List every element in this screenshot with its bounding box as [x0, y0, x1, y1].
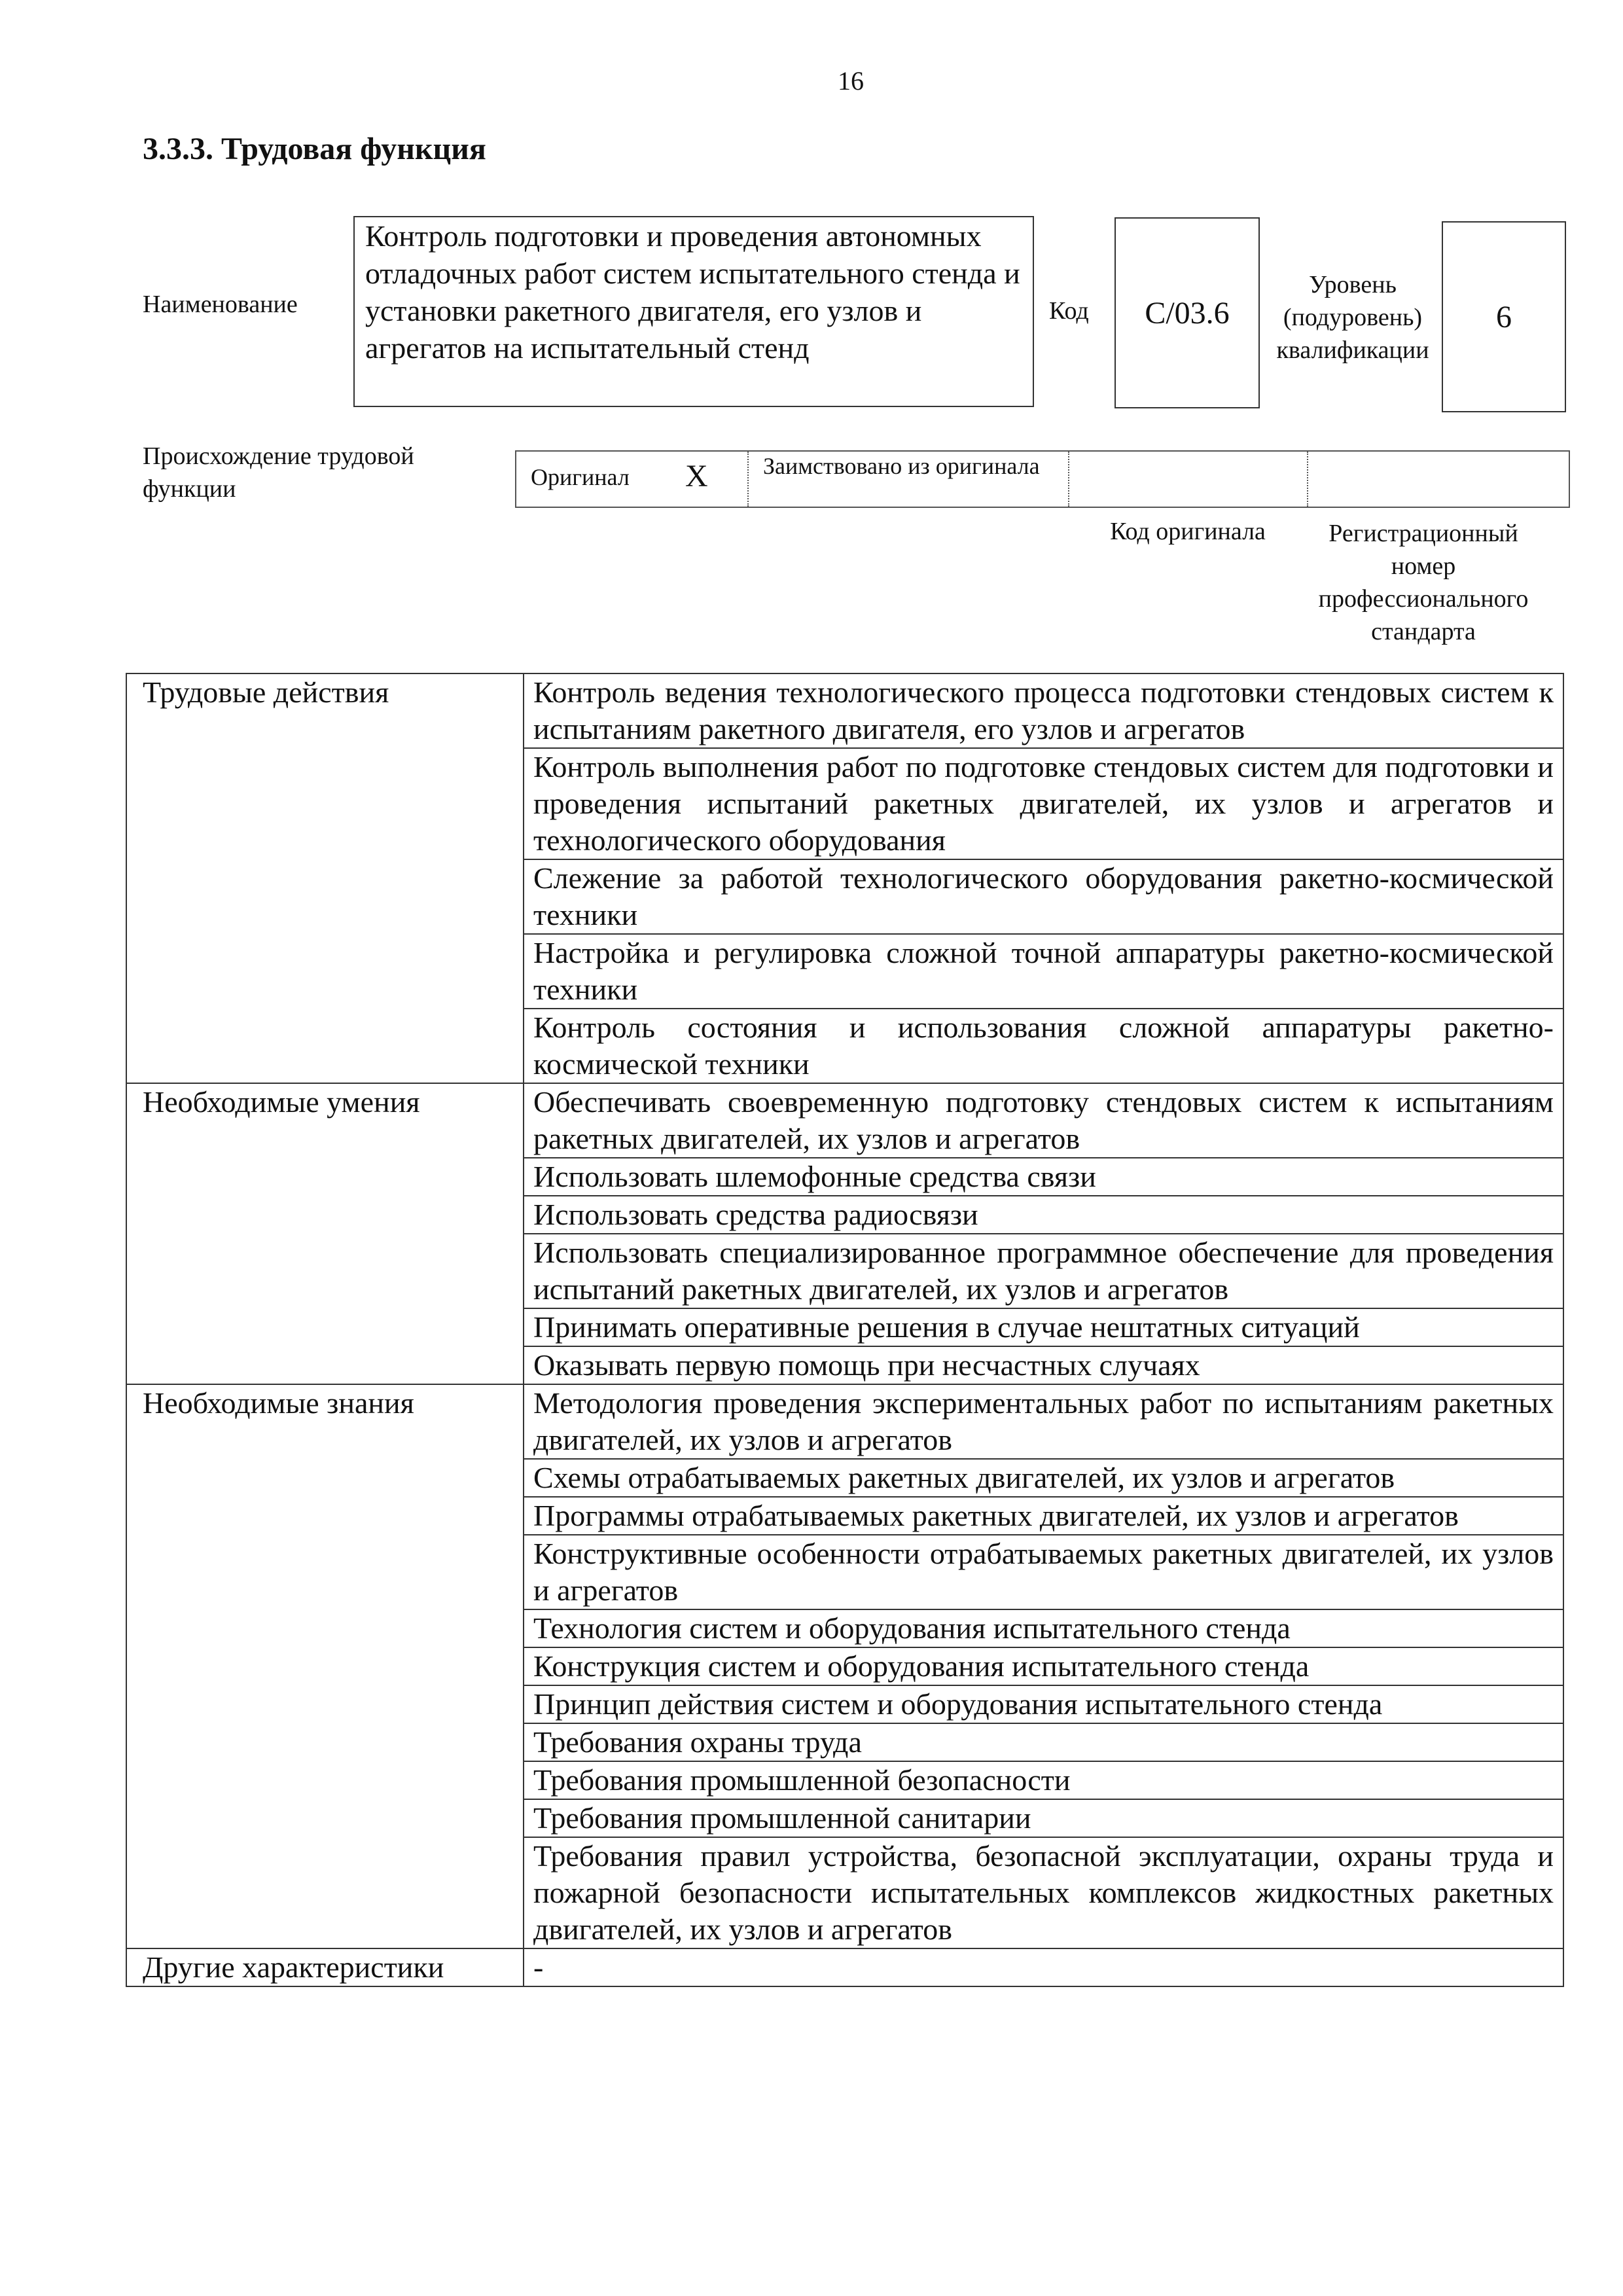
table-cell: Контроль выполнения работ по подготовке стендовых систем для подготовки и проведения испытаний ракетных двигателей, их узлов и агрегатов и технологического оборудования — [524, 748, 1563, 859]
table-cell: Принцип действия систем и оборудования испытательного стенда — [524, 1685, 1563, 1723]
table-cell: Конструкция систем и оборудования испытательного стенда — [524, 1647, 1563, 1685]
section-title: 3.3.3. Трудовая функция — [143, 132, 486, 166]
category-other: Другие характеристики — [126, 1948, 524, 1986]
reg-number-caption: Регистрационный номер профессионального стандарта — [1318, 520, 1529, 645]
original-label: Оригинал — [531, 464, 630, 490]
table-cell: Настройка и регулировка сложной точной аппаратуры ракетно-космической техники — [524, 934, 1563, 1009]
origin-label: Происхождение трудовой функции — [143, 442, 414, 503]
table-cell: Требования правил устройства, безопасной эксплуатации, охраны труда и пожарной безопасности испытательных комплексов жидкостных ракетных двигателей, их узлов и агрегатов — [524, 1837, 1563, 1948]
name-label: Наименование — [143, 291, 298, 318]
table-row — [126, 1948, 1563, 1986]
table-cell: Контроль ведения технологического процесса подготовки стендовых систем к испытаниям ракетного двигателя, его узлов и агрегатов — [524, 673, 1563, 748]
table-cell: Технология систем и оборудования испытательного стенда — [524, 1609, 1563, 1647]
page-number: 16 — [838, 66, 864, 96]
borrowed-label: Заимствовано из оригинала — [763, 453, 1040, 479]
origin-borrowed-cell — [749, 452, 1069, 507]
table-cell: Конструктивные особенности отрабатываемых ракетных двигателей, их узлов и агрегатов — [524, 1535, 1563, 1609]
original-mark: X — [685, 459, 708, 493]
code-box: C/03.6 — [1115, 217, 1260, 408]
table-cell: Оказывать первую помощь при несчастных случаях — [524, 1346, 1563, 1384]
table-cell: - — [524, 1948, 1563, 1986]
category-labor-actions: Трудовые действия — [126, 673, 524, 1083]
function-table — [126, 673, 1564, 1987]
origin-table — [515, 450, 1570, 508]
table-cell: Контроль состояния и использования сложной аппаратуры ракетно-космической техники — [524, 1009, 1563, 1083]
table-cell: Требования охраны труда — [524, 1723, 1563, 1761]
category-knowledge: Необходимые знания — [126, 1384, 524, 1948]
table-cell: Принимать оперативные решения в случае нештатных ситуаций — [524, 1308, 1563, 1346]
table-row — [126, 1083, 1563, 1158]
level-label: Уровень (подуровень) квалификации — [1276, 271, 1429, 364]
table-cell: Использовать шлемофонные средства связи — [524, 1158, 1563, 1196]
table-cell: Методология проведения экспериментальных работ по испытаниям ракетных двигателей, их узлов и агрегатов — [524, 1384, 1563, 1459]
table-cell: Схемы отрабатываемых ракетных двигателей, их узлов и агрегатов — [524, 1459, 1563, 1497]
table-row — [126, 673, 1563, 748]
table-cell: Слежение за работой технологического оборудования ракетно-космической техники — [524, 859, 1563, 934]
table-cell: Программы отрабатываемых ракетных двигателей, их узлов и агрегатов — [524, 1497, 1563, 1535]
table-cell: Требования промышленной санитарии — [524, 1799, 1563, 1837]
table-cell: Использовать средства радиосвязи — [524, 1196, 1563, 1234]
level-box: 6 — [1442, 221, 1566, 412]
table-cell: Обеспечивать своевременную подготовку стендовых систем к испытаниям ракетных двигателей, их узлов и агрегатов — [524, 1083, 1563, 1158]
origin-original-cell — [516, 452, 749, 507]
table-row — [126, 1384, 1563, 1459]
origin-reg-cell — [1308, 452, 1569, 507]
function-name-box: Контроль подготовки и проведения автономных отладочных работ систем испытательного стенда и установки ракетного двигателя, его узлов и агрегатов на испытательный стенд — [353, 216, 1034, 407]
category-skills: Необходимые умения — [126, 1083, 524, 1384]
code-original-caption: Код оригинала — [1110, 518, 1266, 545]
table-cell: Требования промышленной безопасности — [524, 1761, 1563, 1799]
code-label: Код — [1049, 297, 1089, 325]
origin-code-cell — [1069, 452, 1308, 507]
table-cell: Использовать специализированное программное обеспечение для проведения испытаний ракетных двигателей, их узлов и агрегатов — [524, 1234, 1563, 1308]
